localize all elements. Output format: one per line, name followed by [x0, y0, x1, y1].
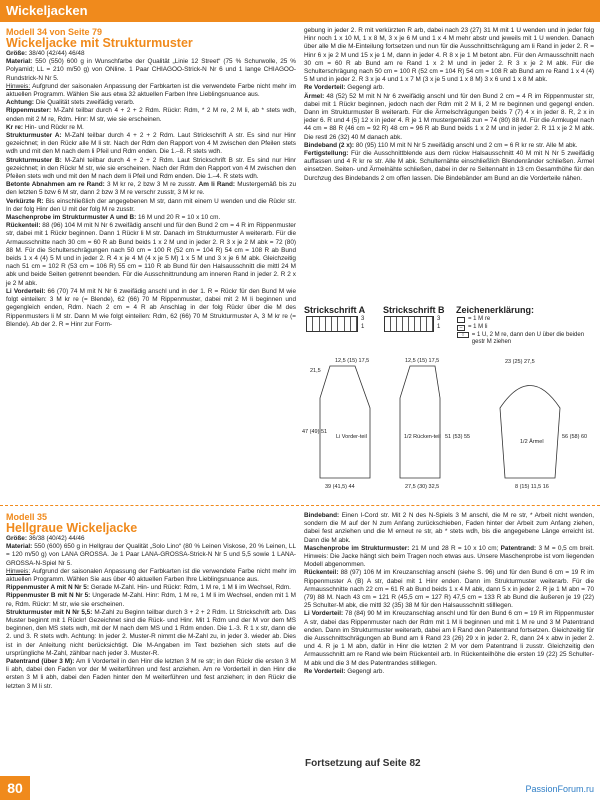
chart-a-row-3: 3 — [361, 316, 365, 322]
legend-knit-text: = 1 M re — [468, 316, 491, 322]
model35-left-column — [6, 512, 296, 691]
dim-label: 23 (25) 27,5 — [505, 359, 535, 365]
para-fertig: Fertigstellung: Für die Ausschnittblende aus dem rückw Halsausschnitt 40 M mit N Nr 5 zweifädig auffassen und 4 R kr re str. Alle M abk. Schulternähte einschließlich Blendenränder schließen. Ärmel einsetzen. Seiten- und Ärmelnähte schließen, dabei in der re Seitennaht in 13 cm Gesamthöhe für den Durchzug des Bindebands 2 cm offen lassen. Die Bindebänder am Bund an die Vorderteile nähen. — [304, 150, 594, 182]
para-betonte: Betonte Abnahmen am re Rand: 3 M kr re, 2 bzw 3 M re zusstr. Am li Rand: Mustergemäß bis zu den letzten 5 bzw 6 M str, dann 2 bzw 3 M re verschr zusstr, 3 M kr re. — [6, 181, 297, 197]
para-rippenA: Rippenmuster A mit N Nr 5: Gerade M-Zahl. Hin- und Rückr: Rdm, 1 M re, 1 M li im Wechsel, Rdm. — [6, 584, 291, 592]
model35-title: Hellgraue Wickeljacke — [6, 521, 138, 535]
page-number: 80 — [0, 776, 30, 800]
chart-a-grid — [306, 316, 358, 332]
legend-purl-symbol: – — [457, 325, 465, 331]
schematic-drawing — [300, 358, 600, 493]
legend-purl — [457, 324, 488, 331]
legend-knit-symbol — [457, 317, 465, 323]
section-title: Wickeljacken — [6, 3, 88, 18]
para-maschen: Maschenprobe im Strukturmuster A und B: 16 M und 20 R = 10 x 10 cm. — [6, 214, 221, 222]
para-aermel: Ärmel: 48 (52) 52 M mit N Nr 6 zweifädig anschl und für den Bund 2 cm = 4 R im Rippenmuster str, dabei mit 1 Rückr beginnen, jedoch nach der Rdm mit 2 M li, 2 M re beginnen und gegengl enden. Dann im Strukturmuster B weiterarb. Für die Ärmelschrägungen beids 7 (7) 4 x in jeder 8. R, 2 x in jeder 6. R und 4 (5) 12 x in jeder 4. R je 1 M mustergemäß zun = 74 (80) 88 M. Für die Armkugel nach 44 cm = 88 R (46 cm = 92 R) 48 cm = 96 R ab Bund beids 1 x 2 M und in jeder 2. R 11 x je 2 M abk. Die restl 26 (32) 40 M danach abk. — [304, 92, 595, 141]
legend-yo — [457, 332, 597, 346]
legend-yo-symbol: ○ — [457, 332, 469, 338]
section-divider — [0, 505, 600, 506]
para-struktA: Strukturmuster A: M-Zahl teilbar durch 4 + 2 + 2 Rdm. Laut Strickschrift A str. Es sind nur Hinr gezeichnet; in den Rückr alle M li str. Nach der Rdm den Rapport von 4 M zwischen den Pfeilen stets wdh und mit den M nach dem li Pfeil und Rdm enden. Die 1.–8. R stets wdh. — [6, 132, 297, 156]
para-hinweis: Hinweis: Aufgrund der saisonalen Anpassung der Farbkarten ist die verwendete Farbe nicht mehr im aktuellen Programm. Wählen Sie aus etwa 32 aktuellen Farben Ihre Lieblingsnuance aus. — [6, 82, 296, 99]
model34-heading — [6, 27, 296, 50]
dim-label: 27,5 (30) 32,5 — [405, 484, 440, 490]
para-revord: Re Vorderteil: Gegengl arb. — [304, 667, 385, 675]
chart-b-grid — [384, 316, 434, 332]
dim-label: 8 (15) 11,5 16 — [515, 484, 549, 490]
chart-b-row-numbers — [437, 315, 440, 331]
para-maschen: Maschenprobe im Strukturmuster: 21 M und 28 R = 10 x 10 cm; Patentrand: 3 M = 0,5 cm breit. Hinweis: Die Jacke hängt sich beim Tragen noch etwas aus. Unsere Maschenprobe ist vom liegenden Modell abgenommen. — [304, 544, 595, 569]
para-rippen: Rippenmuster: M-Zahl teilbar durch 4 + 2 + 2 Rdm. Rückr: Rdm, * 2 M re, 2 M li, ab * stets wdh, enden mit 2 M re, Rdm. Hinr: M str, wie sie erscheinen. — [6, 107, 296, 123]
sleeve-outline — [500, 386, 560, 479]
legend-purl-text: = 1 M li — [468, 324, 488, 330]
para-groesse: Größe: 38/40 (42/44) 46/48 — [6, 50, 85, 57]
para-groesse: Größe: 36/38 (40/42) 44/46 — [6, 535, 85, 542]
model34-subtitle: Modell 34 von Seite 79 — [6, 27, 103, 37]
para-ruecken: Rückenteil: 88 (97) 106 M im Kreuzanschlag anschl (siehe S. 96) und für den Bund 6 cm = 19 R im Rippenmuster A (B) A str, dabei mit 1 Hinr enden. Dann im Strukturmuster weiterarb. Für die Armausschnitte nach 22 cm = 61 R ab Bund beids 1 x 4 M abk, dann 5 x in jeder 2. R je 1 M abn = 70 (79) 88 M. Nach 43 cm = 121 R (45,5 cm = 127 R) 47,5 cm = 133 R ab Bund die äußeren je 19 (22) 25 Schulter-M abk, die mittl 32 (35) 38 M für den Halsausschnitt stilllegen. — [304, 569, 594, 610]
para-ruecken: Rückenteil: 88 (96) 104 M mit N Nr 6 zweifädig anschl und für den Bund 2 cm = 4 R im Rippenmuster str, dabei mit 1 Rückr beginnen. Dann 1 Rückr li M str. Danach im Strukturmuster A weiterarb. Für die Armausschnitte nach 30 cm = 60 R ab Bund beids 1 x 2 M und in jeder 2. R 3 x je 2 M abk = 72 (80) 88 M. Für die Schulterschrägungen nach 50 cm = 100 R (52 cm = 104 R) 54 cm = 108 R ab Bund beids 1 x 4 (4) 5 M und in jeder 2. R 4 x je 4 M (4 x je 5 M) 1 x 5 M und 3 x je 6 M abk. Gleichzeitig nach 51 cm = 102 R (53 cm = 106 R) 55 cm = 110 R ab Bund für den Halsausschnitt die mittl 24 M abk und beide Seiten getrennt beenden. Für die Ausschnittrundung am inneren Rand in jeder 2. R 2 x je 2 M abk. — [6, 222, 296, 287]
dim-label: 12,5 (15) 17,5 — [335, 358, 370, 364]
para-verk: Verkürzte R: Bis einschließlich der angegebenen M str, dann mit einem U wenden und die Rückr str. In der folg Hinr den U mit der folg M re zusstr. — [6, 197, 297, 213]
para-struktB: Strukturmuster B: M-Zahl teilbar durch 4 + 2 + 2 Rdm. Laut Strickschrift B str. Es sind nur Hinr gezeichnet; in den Rückr M str, wie sie erscheinen. Nach der Rdm den Rapport von 4 M zwischen den Pfeilen stets wdh und mit den M nach dem li Pfeil und Rdm enden. Die 1.–4. R stets wdh. — [6, 156, 296, 181]
watermark: PassionForum.ru — [525, 784, 594, 794]
schematic-label-aermel: 1/2 Ärmel — [520, 439, 544, 445]
para-bindeband: Bindeband (2 x): 80 (95) 110 M mit N Nr 5 zweifädig anschl und 2 cm = 6 R kr re str. Alle M abk. — [304, 141, 578, 149]
para-material: Material: 550 (550) 600 g in Wunschfarbe der Qualität „Linie 12 Street“ (75 % Schurwolle, 25 % Polyamid; LL = 210 m/50 g) von ONline. 1 Paar CHIAGOO-Strick-N Nr 6 und 1 lange CHIAGOO-Rundstrick-N Nr 5. — [6, 58, 296, 82]
chart-cell — [427, 324, 433, 331]
para-rippenB: Rippenmuster B mit N Nr 5: Ungerade M-Zahl. Hinr: Rdm, 1 M re, 1 M li im Wechsel, enden mit 1 M re, Rdm. Rückr: M str, wie sie erscheinen. — [6, 592, 296, 608]
model34-title: Wickeljacke mit Strukturmuster — [6, 36, 193, 50]
para-revord: Re Vorderteil: Gegengl arb. — [304, 84, 385, 92]
legend-yo-text: = 1 U, 2 M re, dann den U über die beiden gestr M ziehen — [471, 332, 585, 345]
model35-subtitle: Modell 35 — [6, 512, 48, 522]
para-patent: Patentrand (über 3 M): Am li Vorderteil in den Hinr die letzten 3 M re str; in den Rückr die ersten 3 M li abh, dabei den Faden vor der M weiterführen und fest anziehen. Am re Vorderteil in den Hinr die ersten 3 M li abh, dabei den Faden hinter den M weiterführen und fest anziehen; in den Rückr die letzten 3 M li str. — [6, 658, 296, 690]
para-cont: gebung in jeder 2. R mit verkürzten R arb, dabei nach 23 (27) 31 M mit 1 U wenden und in jeder folg Hinr noch 1 x 10 M, 1 x 8 M, 3 x je 6 M und 1 x 4 M mehr abstr und jeweils mit 1 U wenden. Danach über alle M die M-Einteilung fortsetzen und nun für die Ausschnittschrägung am li Rand in jeder 2. R = Hinr 6 x je 2 M und 15 x je 1 M, dann in jeder 4. R 8 x je 1 M betont abn. Für den Armausschnitt nach 30 cm = 60 R ab Bund am re Rand 1 x 2 M und in jeder 2. R 3 x je 2 M abk. Für die Schulterschrägung nach 50 cm = 100 R (52 cm = 104 R) 54 cm = 108 R ab Bund am re Rand 1 x 4 (4) 5 M und in jeder 2. R 3 x je 4 und 1 x 7 M (3 x je 5 und 1 x 8 M) 3 x 6 und 1 x 8 M abk. — [304, 27, 594, 84]
para-strukt: Strukturmuster mit N Nr 5,5: M-Zahl zu Beginn teilbar durch 3 + 2 + 2 Rdm. Lt Strickschrift arb. Das Muster beginnt mit 1 Rückr! Gezeichnet sind die Rück- und Hinr. Mit 1 Rdm und der M vor dem MS beginnen, den MS stets wdh, mit der M nach dem MS und 1 Rdm enden. Die 1.-3. R 1 x str, dann die 2. und 3. R stets wdh. Achtung: In jeder 2. Muster-R nimmt die M-Zahl zu, in jeder 3. wieder ab. Dies ist in der Anleitung nicht berücksichtigt. Die M-Angaben im Text beziehen sich stets auf die ursprüngliche M-Zahl, zählbar nach jeder 3. Muster-R. — [6, 608, 297, 657]
chart-b-row-1: 1 — [437, 324, 441, 330]
para-material: Material: 550 (600) 650 g in Hellgrau der Qualität „Solo Lino“ (80 % Leinen Viskose, 20 % Leinen, LL = 120 m/50 g) von LANA GROSSA. Je 1 Paar LANA-GROSSA-Strick-N Nr 5 und 5,5 sowie 1 LANA-GROSSA-N-Spiel Nr 5. — [6, 543, 297, 567]
dim-label: 47 (49) 51 — [302, 429, 328, 435]
chart-cell — [351, 317, 357, 324]
para-achtung: Achtung: Die Qualität stets zweifädig verarb. — [6, 99, 135, 107]
dim-label: 51 (53) 55 — [445, 434, 471, 440]
model35-right-column — [304, 512, 594, 676]
dim-label: 21,5 — [310, 368, 321, 374]
para-krre: Kr re: Hin- und Rückr re M. — [6, 123, 84, 131]
chart-a-row-1: 1 — [361, 324, 365, 330]
model34-left-column — [6, 27, 296, 329]
para-hinweis: Hinweis: Aufgrund der saisonalen Anpassung der Farbkarten ist die verwendete Farbe nicht mehr im aktuellen Programm. Wählen Sie aus über 40 aktuellen Farben Ihre Lieblingsnuance aus. — [6, 567, 296, 584]
chart-b-row-3: 3 — [437, 316, 441, 322]
dim-label: 12,5 (15) 17,5 — [405, 358, 440, 364]
chart-a-row-numbers — [361, 315, 364, 331]
para-livord: Li Vorderteil: 66 (70) 74 M mit N Nr 6 zweifädig anschl und in der 1. R = Rückr für den Bund M wie folgt einteilen: 3 M kr re (= Blende), 62 (66) 70 M Rippenmuster, dabei mit 2 M li beginnen und gegengleich enden, Rdm. Nach 2 cm = 4 R ab Anschlag in der folg Rückr über die M des Rippenmusters li M str. Dann M wie folgt einteilen: Rdm, 62 (66) 70 M Strukturmuster A, 3 M kr re (= Blende). Ab der 2. R = Hinr zur Form- — [6, 287, 296, 328]
para-bindeband: Bindeband: Einen I-Cord str. Mit 2 N des N-Spiels 3 M anschl, die M re str, * Arbeit nicht wenden, sondern die M auf der N zum Anfang zurückschieben, Faden hinter der Arbeit zum Anfang ziehen, dabei fest anziehen und die M erneut re str, ab * stets wdh, bis die angegebene Länge erreicht ist. Dann die M abk. — [304, 512, 594, 544]
legend-knit — [457, 316, 490, 323]
chart-a-title: Strickschrift A — [304, 305, 366, 315]
model34-right-column — [304, 27, 594, 183]
legend-title: Zeichenerklärung: — [456, 305, 535, 315]
chart-cell — [351, 324, 357, 331]
header-band — [0, 0, 600, 22]
para-livord: Li Vorderteil: 78 (84) 90 M im Kreuzanschlag anschl und für den Bund 6 cm = 19 R im Rippenmuster A str, dabei das Rippenmuster nach der Rdm mit 1 M li beginnen und mit 1 M re und 3 M Patentrand enden. Dann im Strukturmuster weiterarb, dabei am li Rand den Patentrand fortsetzen. Gleichzeitig für die Ausschnittschrägungen ab Bund am li Rand 23 (26) 29 x in jeder 2. R, dann 24 x abw in jeder 2. und 4. R je 1 M abn, dafür in Hinr die letzten 2 M vor dem Patentrand li zusstr. Gleichzeitig den Armausschnitt am re Rand wie beim Rückenteil arb. In Rückenteilhöhe die ersten 19 (22) 25 Schulter-M abk und die 3 M des Patentrandes stilllegen. — [304, 610, 594, 667]
chart-cell — [427, 317, 433, 324]
schematic-label-ruecken: 1/2 Rücken-teil — [404, 434, 441, 440]
back-piece-outline — [400, 366, 440, 478]
dim-label: 39 (41,5) 44 — [325, 484, 355, 490]
schematic-label-livord: Li Vorder-teil — [336, 434, 367, 440]
dim-label: 56 (58) 60 — [562, 434, 588, 440]
continue-note: Fortsetzung auf Seite 82 — [305, 758, 421, 769]
front-piece-outline — [320, 366, 370, 478]
model35-heading — [6, 512, 296, 535]
chart-b-title: Strickschrift B — [383, 305, 445, 315]
